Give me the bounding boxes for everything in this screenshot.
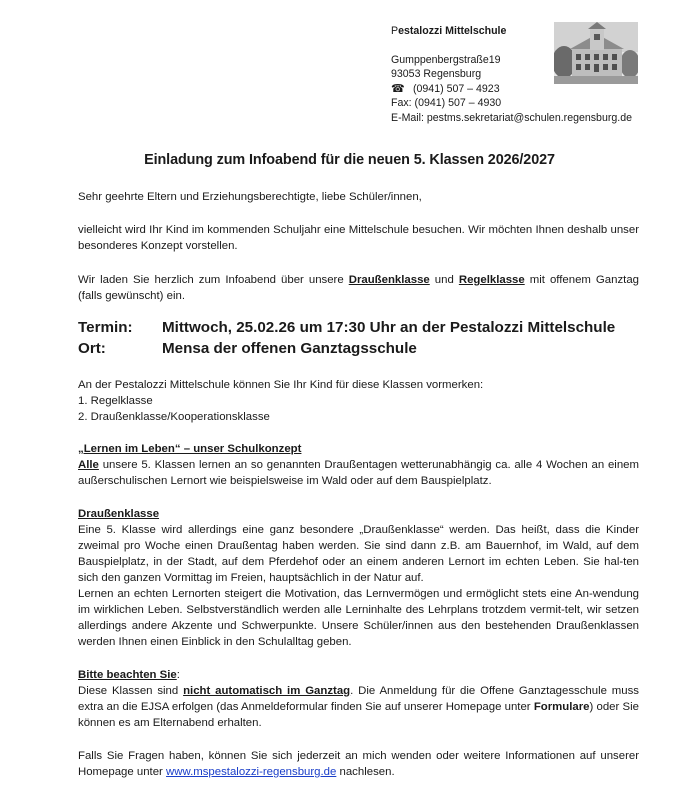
ort-row <box>78 341 417 357</box>
school-fax: Fax: (0941) 507 – 4930 <box>391 97 502 110</box>
homepage-link[interactable]: www.mspestalozzi-regensburg.de <box>166 766 337 778</box>
classes-section <box>78 377 639 425</box>
formulare-link[interactable]: Formulare <box>533 701 590 713</box>
school-phone: ☎ (0941) 507 – 4923 <box>391 82 500 95</box>
draussenklasse-section <box>78 506 639 650</box>
termin-value: Mittwoch, 25.02.26 um 17:30 Uhr an der Pestalozzi Mittelschule <box>162 319 616 336</box>
page-title: Einladung zum Infoabend für die neuen 5. Klassen 2026/2027 <box>144 152 555 168</box>
notice-section <box>78 667 639 731</box>
regelklasse-link[interactable]: Regelklasse <box>458 274 525 286</box>
school-building-image <box>554 22 638 84</box>
greeting: Sehr geehrte Eltern und Erziehungsberechtigte, liebe Schüler/innen, <box>78 191 422 203</box>
concept-heading: „Lernen im Leben“ – unser Schulkonzept <box>78 443 302 455</box>
school-name: Pestalozzi Mittelschule <box>391 25 507 37</box>
classes-intro: An der Pestalozzi Mittelschule können Sie Ihr Kind für diese Klassen vormerken: <box>78 379 484 391</box>
draussenklasse-paragraph-2: Lernen an echten Lernorten steigert die Motivation, das Lernvermögen und ermöglicht stets eine An-wendung im wirklichen Leben. Selbstverständlich werden alle Lerninhalte des Lehrplans trotzdem vermit-telt, wir setzen allerdings andere Akzente und Schwerpunkte. Unsere Schüler/innen aus den bestehenden Draußenklassen werden Ihnen einen Einblick in den Schulalltag geben. <box>78 588 639 648</box>
list-item: 2. Draußenklasse/Kooperationsklasse <box>78 411 270 423</box>
concept-section <box>78 441 639 489</box>
ort-label: Ort: <box>78 340 106 357</box>
closing-paragraph: Falls Sie Fragen haben, können Sie sich jederzeit an mich wenden oder weitere Informationen auf unserer Homepage unter www.mspestalozzi-regensburg.de nachlesen. <box>78 750 639 778</box>
draussenklasse-heading: Draußenklasse <box>78 508 160 520</box>
concept-text: Alle unsere 5. Klassen lernen an so genannten Draußentagen wetterunabhängig ca. alle 4 Wochen an einem außerschulischen Lernort wie beispielsweise im Wald oder auf dem Bauspielplatz. <box>78 459 639 487</box>
draussenklasse-paragraph-1: Eine 5. Klasse wird allerdings eine ganz besondere „Draußenklasse“ werden. Das heißt, dass die Kinder zweimal pro Woche einen Draußentag haben werden. Sie sind dann z.B. am Bauernhof, im Wald, auf dem Bauspielplatz, in der Stadt, auf dem Pferdehof oder an einem anderen Lernort im echten Leben. Sie hal-ten sich den ganzen Vormittag im Freien, hauptsächlich in der Natur auf. <box>78 524 639 584</box>
school-city: 93053 Regensburg <box>391 68 482 81</box>
not-in-ganztag-emphasis: nicht automatisch im Ganztag <box>183 685 351 697</box>
termin-label: Termin: <box>78 319 133 336</box>
invite-paragraph: Wir laden Sie herzlich zum Infoabend über unsere Draußenklasse und Regelklasse mit offenem Ganztag (falls gewünscht) ein. <box>78 274 639 302</box>
notice-heading: Bitte beachten Sie <box>78 669 177 681</box>
school-address-block <box>391 24 691 126</box>
termin-row <box>78 320 615 336</box>
alle-emphasis: Alle <box>78 459 99 471</box>
notice-text: Diese Klassen sind nicht automatisch im Ganztag. Die Anmeldung für die Offene Ganztagesschule muss extra an die EJSA erfolgen (das Anmeldeformular finden Sie auf unserer Homepage unter Formulare) oder Sie können es am Elternabend erhalten. <box>78 685 639 729</box>
notice-heading-line: Bitte beachten Sie: <box>78 669 180 681</box>
classes-list <box>78 393 639 425</box>
ort-value: Mensa der offenen Ganztagsschule <box>162 340 417 357</box>
school-email[interactable]: E-Mail: pestms.sekretariat@schulen.regensburg.de <box>391 111 632 124</box>
school-street: Gumppenbergstraße19 <box>391 53 501 66</box>
draussenklasse-link[interactable]: Draußenklasse <box>348 274 430 286</box>
intro-paragraph: vielleicht wird Ihr Kind im kommenden Schuljahr eine Mittelschule besuchen. Wir möchten Ihnen deshalb unser besonderes Konzept vorstellen. <box>78 224 639 252</box>
phone-icon: ☎ <box>391 82 405 95</box>
list-item: 1. Regelklasse <box>78 395 153 407</box>
